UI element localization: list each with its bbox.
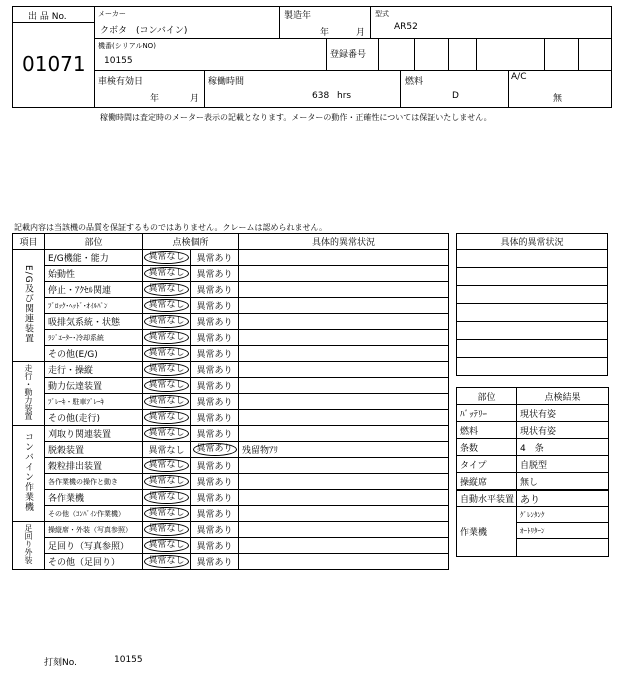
table-row	[13, 346, 449, 362]
results-header-result: 点検結果	[517, 388, 609, 405]
results-header-part: 部位	[457, 388, 517, 405]
no-issue-option-label: 異常なし	[144, 523, 188, 536]
issue-option[interactable]	[191, 378, 239, 394]
no-issue-option-label: 異常なし	[144, 347, 188, 360]
table-row	[13, 410, 449, 426]
table-row	[13, 266, 449, 282]
work-item-1: ｸﾞﾚﾝﾀﾝｸ	[517, 507, 609, 523]
results-value: 現状有姿	[517, 405, 609, 422]
no-issue-option[interactable]	[143, 522, 191, 538]
no-issue-option-label: 異常なし	[144, 539, 188, 552]
header-part: 部位	[45, 234, 143, 250]
issue-option-label: 異常あり	[196, 286, 233, 296]
serial-label: 機番(シリアルNO)	[98, 42, 156, 50]
no-issue-option[interactable]	[143, 346, 191, 362]
results-row	[457, 473, 609, 490]
auto-level-label: 自動水平装置	[457, 491, 517, 507]
table-row	[13, 394, 449, 410]
no-issue-option[interactable]	[143, 314, 191, 330]
no-issue-option[interactable]	[143, 298, 191, 314]
detail-cell	[239, 394, 449, 410]
issue-option-label: 異常あり	[196, 366, 233, 376]
table-row	[13, 474, 449, 490]
issue-option-label: 異常あり	[196, 542, 233, 552]
hours-value: 638	[312, 91, 330, 101]
table-row	[13, 362, 449, 378]
table-row	[13, 522, 449, 538]
results-part: ﾊﾞｯﾃﾘｰ	[457, 405, 517, 422]
category-label: コンバイン作業機	[23, 432, 33, 512]
detail-cell	[239, 410, 449, 426]
category-cell	[13, 522, 45, 570]
issue-option[interactable]	[191, 522, 239, 538]
no-issue-option-label: 異常なし	[144, 491, 188, 504]
part-cell: 各作業機	[45, 490, 143, 506]
no-issue-option-label: 異常なし	[144, 379, 188, 392]
table-row	[13, 314, 449, 330]
part-cell: 停止・ｱｸｾﾙ関連	[45, 282, 143, 298]
results-value: 自脱型	[517, 456, 609, 473]
part-cell: ﾗｼﾞｴｰﾀｰ･冷却系統	[45, 330, 143, 346]
issue-option[interactable]	[191, 554, 239, 570]
registration-label: 登録番号	[330, 50, 367, 60]
no-issue-option-label: 異常なし	[144, 283, 188, 296]
ac-value: 無	[553, 94, 563, 104]
detail-cell	[239, 250, 449, 266]
year-label: 製造年	[284, 11, 312, 21]
issue-option[interactable]	[191, 442, 239, 458]
part-cell: 操縦席・外装（写真参照）	[45, 522, 143, 538]
detail-cell	[239, 554, 449, 570]
inspection-year-unit: 年	[150, 94, 160, 104]
part-cell: 穀粒排出装置	[45, 458, 143, 474]
issue-option[interactable]	[191, 266, 239, 282]
no-issue-option-label: 異常なし	[144, 395, 188, 408]
table-row	[13, 426, 449, 442]
no-issue-option[interactable]	[143, 282, 191, 298]
no-issue-option-label: 異常なし	[144, 363, 188, 376]
detail-cell	[239, 282, 449, 298]
issue-option-label: 異常あり	[196, 478, 233, 488]
maker-value: クボタ (コンバイン)	[100, 26, 188, 36]
issue-option[interactable]	[191, 314, 239, 330]
hours-unit: hrs	[337, 91, 352, 101]
issue-option[interactable]	[191, 490, 239, 506]
no-issue-option-label: 異常なし	[144, 475, 188, 488]
no-issue-option-label: 異常なし	[144, 299, 188, 312]
no-issue-option[interactable]	[143, 554, 191, 570]
detail-cell	[239, 522, 449, 538]
model-label: 型式	[375, 10, 389, 18]
results-row	[457, 456, 609, 473]
right-details-row	[457, 286, 608, 304]
issue-option[interactable]	[191, 410, 239, 426]
issue-option[interactable]	[191, 330, 239, 346]
table-row	[13, 330, 449, 346]
hours-note: 稼働時間は査定時のメーター表示の記載となります。メーターの動作・正確性については保証いたしません。	[100, 113, 492, 122]
category-cell	[13, 426, 45, 522]
right-details-row	[457, 322, 608, 340]
no-issue-option[interactable]	[143, 426, 191, 442]
part-cell: 走行・操縦	[45, 362, 143, 378]
table-row	[13, 490, 449, 506]
detail-cell	[239, 346, 449, 362]
issue-option-label: 異常あり	[196, 334, 233, 344]
table-row	[13, 458, 449, 474]
table-row	[13, 538, 449, 554]
table-row	[13, 554, 449, 570]
results-row	[457, 439, 609, 456]
category-label: 走行・動力装置	[24, 364, 33, 420]
hours-label: 稼働時間	[208, 77, 245, 87]
issue-option[interactable]	[191, 394, 239, 410]
issue-option-label: 異常あり	[196, 350, 233, 360]
table-row	[13, 506, 449, 522]
results-row	[457, 405, 609, 422]
year-unit: 年	[320, 28, 330, 38]
inspection-label: 車検有効日	[98, 77, 144, 87]
detail-cell	[239, 298, 449, 314]
ac-label: A/C	[511, 72, 527, 82]
results-part: 条数	[457, 439, 517, 456]
work-item-2: ｵｰﾄﾘﾀｰﾝ	[517, 523, 609, 539]
issue-option[interactable]	[191, 506, 239, 522]
table-row	[13, 298, 449, 314]
issue-option[interactable]	[191, 362, 239, 378]
table-row	[13, 378, 449, 394]
part-cell: その他（足回り）	[45, 554, 143, 570]
no-issue-option[interactable]	[143, 394, 191, 410]
no-issue-option[interactable]	[143, 474, 191, 490]
no-issue-option-label: 異常なし	[144, 555, 188, 568]
part-cell: 始動性	[45, 266, 143, 282]
work-table	[456, 490, 609, 557]
part-cell: ﾌﾞﾚｰｷ・駐車ﾌﾞﾚｰｷ	[45, 394, 143, 410]
quality-note: 記載内容は当該機の品質を保証するものではありません。クレームは認められません。	[14, 223, 327, 232]
right-details-row	[457, 358, 608, 376]
no-issue-option[interactable]	[143, 250, 191, 266]
header-details: 具体的異常状況	[239, 234, 449, 250]
part-cell: 吸排気系統・状態	[45, 314, 143, 330]
lot-number: 01071	[22, 52, 86, 76]
no-issue-option[interactable]	[143, 330, 191, 346]
issue-option[interactable]	[191, 474, 239, 490]
inspection-table	[12, 233, 449, 570]
no-issue-option-label: 異常なし	[144, 459, 188, 472]
part-cell: その他（ｺﾝﾊﾞｲﾝ作業機）	[45, 506, 143, 522]
results-part: 燃料	[457, 422, 517, 439]
right-details-header: 具体的異常状況	[457, 234, 608, 250]
issue-option[interactable]	[191, 250, 239, 266]
no-issue-option[interactable]	[143, 442, 191, 458]
right-details-row	[457, 340, 608, 358]
detail-cell	[239, 474, 449, 490]
header-item: 項目	[13, 234, 45, 250]
work-label: 作業機	[457, 507, 517, 557]
header-check: 点検個所	[143, 234, 239, 250]
part-cell: 動力伝達装置	[45, 378, 143, 394]
no-issue-option[interactable]	[143, 410, 191, 426]
no-issue-option[interactable]	[143, 378, 191, 394]
issue-option-label: 異常あり	[196, 414, 233, 424]
right-details-row	[457, 250, 608, 268]
detail-cell	[239, 506, 449, 522]
results-table	[456, 387, 609, 490]
no-issue-option-label: 異常なし	[144, 315, 188, 328]
issue-option[interactable]	[191, 282, 239, 298]
issue-option-label: 異常あり	[196, 302, 233, 312]
no-issue-option-label: 異常なし	[144, 507, 188, 520]
part-cell: 各作業機の操作と動き	[45, 474, 143, 490]
category-label: 足回り外装	[24, 524, 33, 564]
detail-cell	[239, 378, 449, 394]
no-issue-option-label: 異常なし	[144, 331, 188, 344]
no-issue-option-label: 異常なし	[148, 446, 185, 456]
no-issue-option[interactable]	[143, 266, 191, 282]
no-issue-option[interactable]	[143, 506, 191, 522]
detail-cell	[239, 458, 449, 474]
detail-cell	[239, 426, 449, 442]
issue-option[interactable]	[191, 538, 239, 554]
serial-value: 10155	[104, 56, 133, 66]
part-cell: 足回り（写真参照）	[45, 538, 143, 554]
detail-cell	[239, 330, 449, 346]
stamp-label: 打刻No.	[44, 658, 77, 668]
detail-cell: 残留物ｱﾘ	[239, 442, 449, 458]
issue-option[interactable]	[191, 346, 239, 362]
results-part: タイプ	[457, 456, 517, 473]
issue-option-label: 異常あり	[196, 558, 233, 568]
category-label: E/G及び関連装置	[23, 264, 33, 344]
no-issue-option[interactable]	[143, 538, 191, 554]
month-unit: 月	[356, 28, 366, 38]
no-issue-option-label: 異常なし	[144, 267, 188, 280]
issue-option-label: 異常あり	[196, 526, 233, 536]
issue-option-label: 異常あり	[196, 254, 233, 264]
inspection-month-unit: 月	[190, 94, 200, 104]
issue-option-label: 異常あり	[196, 382, 233, 392]
results-row	[457, 422, 609, 439]
part-cell: E/G機能・能力	[45, 250, 143, 266]
fuel-label: 燃料	[405, 77, 424, 87]
results-value: 無し	[517, 473, 609, 490]
category-cell	[13, 250, 45, 362]
issue-option-label: 異常あり	[193, 443, 237, 456]
issue-option-label: 異常あり	[196, 430, 233, 440]
part-cell: 脱穀装置	[45, 442, 143, 458]
detail-cell	[239, 314, 449, 330]
issue-option[interactable]	[191, 426, 239, 442]
detail-cell	[239, 362, 449, 378]
auto-level-value: あり	[517, 491, 609, 507]
work-item-3	[517, 539, 609, 557]
results-part: 操縦席	[457, 473, 517, 490]
part-cell: その他(E/G)	[45, 346, 143, 362]
results-value: 4 条	[517, 439, 609, 456]
part-cell: その他(走行)	[45, 410, 143, 426]
no-issue-option-label: 異常なし	[144, 251, 188, 264]
issue-option-label: 異常あり	[196, 462, 233, 472]
right-details-row	[457, 304, 608, 322]
no-issue-option-label: 異常なし	[144, 427, 188, 440]
no-issue-option[interactable]	[143, 362, 191, 378]
stamp-value: 10155	[114, 655, 143, 665]
table-row	[13, 442, 449, 458]
issue-option-label: 異常あり	[196, 318, 233, 328]
detail-cell	[239, 266, 449, 282]
part-cell: ﾌﾞﾛｯｸ･ﾍｯﾄﾞ･ｵｲﾙﾊﾟﾝ	[45, 298, 143, 314]
right-details-table	[456, 233, 608, 376]
issue-option[interactable]	[191, 298, 239, 314]
issue-option-label: 異常あり	[196, 510, 233, 520]
detail-cell	[239, 538, 449, 554]
issue-option-label: 異常あり	[196, 270, 233, 280]
no-issue-option-label: 異常なし	[144, 411, 188, 424]
table-row	[13, 282, 449, 298]
table-row	[13, 250, 449, 266]
results-value: 現状有姿	[517, 422, 609, 439]
fuel-value: D	[452, 91, 459, 101]
issue-option[interactable]	[191, 458, 239, 474]
model-value: AR52	[394, 22, 418, 32]
issue-option-label: 異常あり	[196, 494, 233, 504]
category-cell	[13, 362, 45, 426]
right-details-row	[457, 268, 608, 286]
detail-cell	[239, 490, 449, 506]
issue-option-label: 異常あり	[196, 398, 233, 408]
maker-label: メーカー	[98, 10, 126, 18]
part-cell: 刈取り関連装置	[45, 426, 143, 442]
no-issue-option[interactable]	[143, 490, 191, 506]
no-issue-option[interactable]	[143, 458, 191, 474]
lot-label: 出 品 No.	[28, 12, 67, 22]
